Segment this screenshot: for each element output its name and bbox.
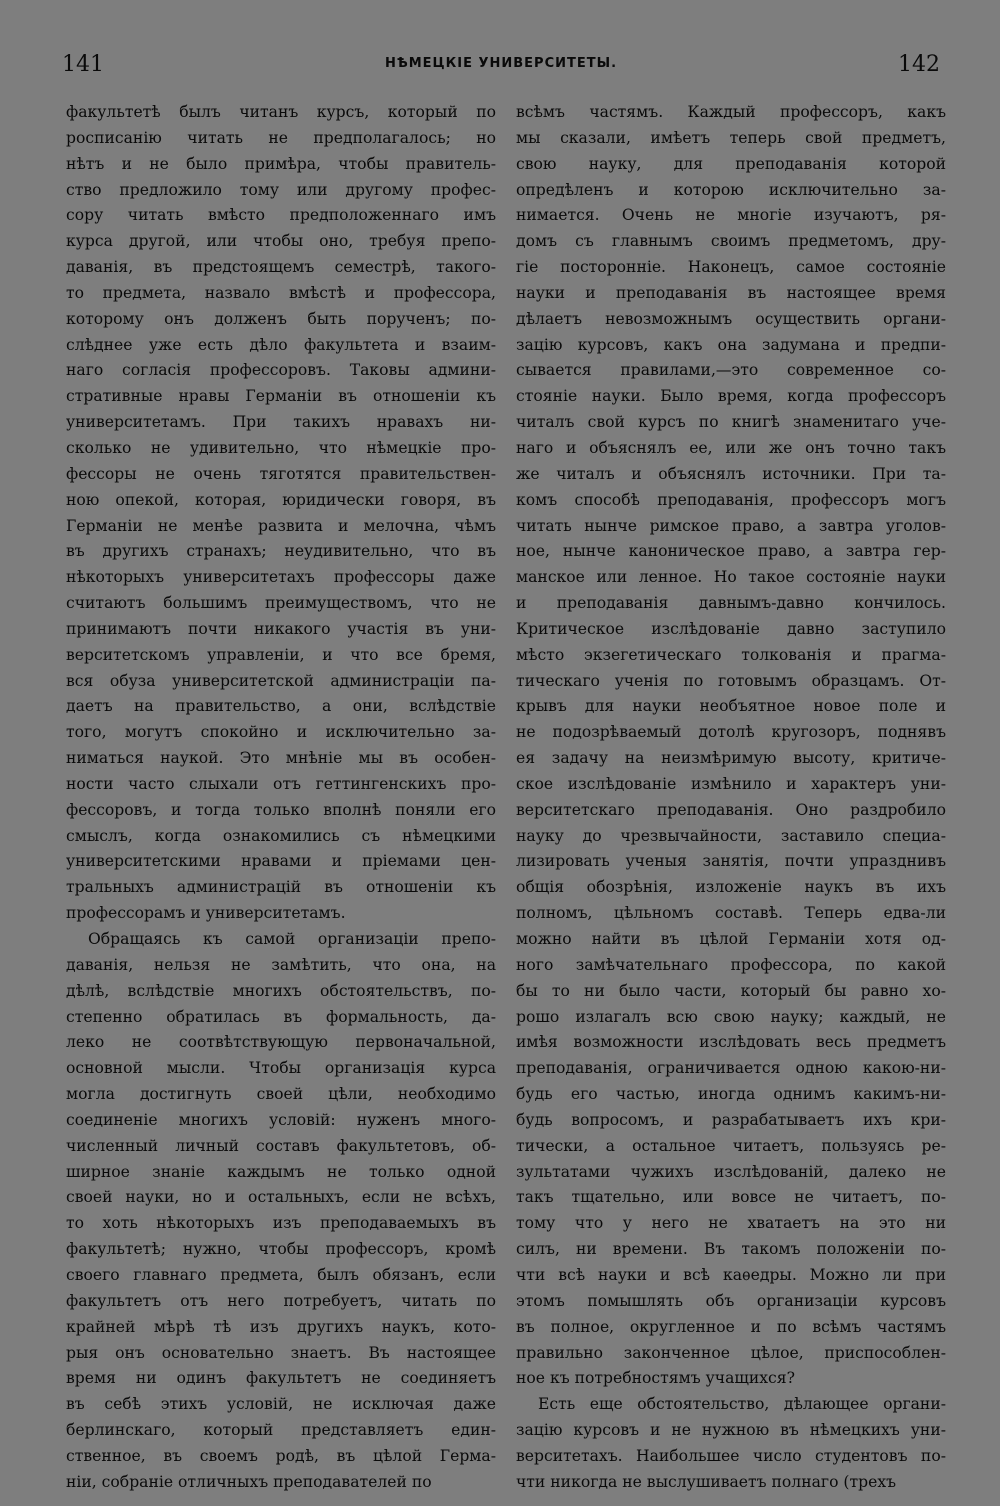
- text-line: сору читать вмѣсто предположеннаго имъ: [66, 206, 496, 225]
- text-line: факультетѣ; нужно, чтобы профессоръ, кромѣ: [66, 1240, 496, 1259]
- text-line: будь его частью, иногда однимъ какимъ-ни-: [516, 1085, 946, 1104]
- text-line: ственное, въ своемъ родѣ, въ цѣлой Герма-: [66, 1446, 496, 1465]
- text-line: степенно обратилась въ формальность, да-: [66, 1007, 496, 1026]
- text-line: то предмета, назвало вмѣстѣ и профессора,: [66, 283, 496, 302]
- text-line: Есть еще обстоятельство, дѣлающее органи-: [538, 1395, 946, 1414]
- page-number-right: 142: [898, 52, 940, 77]
- text-line: ея задачу на неизмѣримую высоту, критиче-: [516, 749, 946, 768]
- text-line: ною опекой, которая, юридически говоря, въ: [66, 490, 496, 509]
- text-line: ное, нынче каноническое право, а завтра гер-: [516, 542, 946, 561]
- running-title: НѢМЕЦКІЕ УНИВЕРСИТЕТЫ.: [384, 56, 618, 71]
- text-line: чти никогда не выслушиваетъ полнаго (трехъ: [516, 1472, 897, 1491]
- text-line: Критическое изслѣдованіе давно заступило: [516, 619, 946, 638]
- text-line: соединеніе многихъ условій: нуженъ много-: [66, 1110, 496, 1129]
- text-line: фессоры не очень тяготятся правительствен-: [66, 464, 496, 483]
- text-line: Германіи не менѣе развита и мелочна, чѣмъ: [66, 516, 496, 535]
- text-line: то хоть нѣкоторыхъ изъ преподаваемыхъ въ: [66, 1214, 496, 1233]
- text-line: силъ, ни времени. Въ такомъ положеніи по-: [516, 1240, 946, 1259]
- text-line: основной мысли. Чтобы организація курса: [66, 1059, 496, 1078]
- text-line: полномъ, цѣльномъ составѣ. Теперь едва-ли: [516, 904, 946, 923]
- text-line: вся обуза университетской администраціи па-: [66, 671, 496, 690]
- text-line: науки и преподаванія въ настоящее время: [516, 283, 946, 302]
- text-line: зацію курсовъ и не нужною въ нѣмецкихъ уни-: [516, 1421, 946, 1440]
- text-line: даванія, въ предстоящемъ семестрѣ, такого-: [66, 258, 496, 277]
- text-line: бы то ни было части, который бы равно хо-: [516, 981, 946, 1000]
- text-line: даванія, нельзя не замѣтить, что она, на: [66, 955, 496, 974]
- text-line: можно найти въ цѣлой Германіи хотя од-: [516, 930, 946, 948]
- text-line: сколько не удивительно, что нѣмецкіе про-: [66, 438, 496, 457]
- text-line: преподаванія, ограничивается одною какою-ни-: [516, 1059, 946, 1078]
- text-line: слѣднее уже есть дѣло факультета и взаим-: [66, 335, 496, 354]
- text-line: зацію курсовъ, какъ она задумана и предпи-: [516, 335, 946, 354]
- text-line: принимаютъ почти никакого участія въ уни-: [66, 619, 496, 638]
- text-line: факультетъ отъ него потребуетъ, читать по: [66, 1291, 496, 1310]
- text-line: ности часто слыхали отъ геттингенскихъ про-: [66, 774, 496, 793]
- right-column: [516, 100, 946, 1496]
- text-line: дѣлаетъ невозможнымъ осуществить органи-: [516, 309, 946, 328]
- text-line: университетамъ. При такихъ нравахъ ни-: [66, 413, 496, 432]
- text-line: въ себѣ этихъ условій, не исключая даже: [66, 1395, 496, 1414]
- text-line: имѣя возможности изслѣдовать весь предметъ: [516, 1033, 946, 1052]
- text-line: правильно законченное цѣлое, приспособлен-: [516, 1343, 946, 1362]
- text-line: тральныхъ администрацій въ отношеніи къ: [66, 878, 496, 897]
- text-line: тому что у него не хватаетъ на это ни: [516, 1214, 946, 1233]
- text-line: ного замѣчательнаго профессора, по какой: [516, 955, 946, 974]
- text-line: верситетскомъ управленіи, и что все бремя,: [66, 645, 496, 664]
- text-line: численный личный составъ факультетовъ, об-: [66, 1136, 496, 1155]
- text-line: чти всѣ науки и всѣ каѳедры. Можно ли при: [516, 1265, 946, 1284]
- text-line: всѣмъ частямъ. Каждый профессоръ, какъ: [516, 103, 946, 121]
- text-line: стративные нравы Германіи въ отношеніи къ: [66, 387, 496, 406]
- text-line: своей науки, но и остальныхъ, если не всѣхъ,: [66, 1188, 496, 1207]
- text-line: того, могутъ спокойно и исключительно за-: [66, 723, 496, 742]
- text-line: леко не соотвѣтствующую первоначальной,: [66, 1033, 496, 1052]
- text-line: общія обозрѣнія, изложеніе наукъ въ ихъ: [516, 878, 946, 897]
- text-line: считаютъ большимъ преимуществомъ, что не: [66, 594, 496, 613]
- text-line: могла достигнуть своей цѣли, необходимо: [66, 1085, 496, 1104]
- text-line: читать нынче римское право, а завтра уголов-: [516, 516, 946, 535]
- text-line: ніи, собраніе отличныхъ преподавателей по: [66, 1472, 432, 1491]
- text-line: нѣкоторыхъ университетахъ профессоры даже: [66, 568, 496, 587]
- text-line: въ полное, округленное и по всѣмъ частямъ: [516, 1317, 946, 1336]
- text-line: нимается. Очень не многіе изучаютъ, ря-: [516, 206, 946, 225]
- text-line: такъ тщательно, или вовсе не читаетъ, по-: [516, 1188, 946, 1207]
- text-line: наго и объяснялъ ее, или же онъ точно такъ: [516, 438, 946, 457]
- text-line: будь вопросомъ, и разрабатываетъ ихъ кри-: [516, 1110, 946, 1129]
- text-line: манское или ленное. Но такое состояніе науки: [516, 568, 946, 587]
- text-line: зультатами чужихъ изслѣдованій, далеко не: [516, 1162, 946, 1181]
- text-line: лизировать ученыя занятія, почти упразднивъ: [516, 852, 946, 871]
- text-line: нѣтъ и не было примѣра, чтобы правитель-: [66, 154, 496, 173]
- text-line: стояніе науки. Было время, когда профессоръ: [516, 387, 946, 406]
- text-line: въ другихъ странахъ; неудивительно, что въ: [66, 542, 496, 561]
- text-line: же читалъ и объяснялъ источники. При та-: [516, 464, 946, 483]
- text-line: рыя онъ основательно знаетъ. Въ настоящее: [66, 1343, 496, 1362]
- text-line: смыслъ, когда ознакомились съ нѣмецкими: [66, 826, 496, 845]
- text-line: этомъ помышлять объ организаціи курсовъ: [516, 1291, 946, 1310]
- text-line: университетскими нравами и пріемами цен-: [66, 852, 496, 871]
- text-line: ширное знаніе каждымъ не только одной: [66, 1162, 496, 1181]
- text-line: крывъ для науки необъятное новое поле и: [516, 697, 946, 716]
- text-line: и преподаванія давнымъ-давно кончилось.: [516, 594, 946, 613]
- text-line: мы сказали, имѣетъ теперь свой предметъ,: [516, 128, 946, 147]
- text-line: рошо излагалъ всю свою науку; каждый, не: [516, 1007, 946, 1026]
- text-line: Обращаясь къ самой организаціи препо-: [88, 930, 496, 948]
- text-line: комъ способѣ преподаванія, профессоръ могъ: [516, 490, 946, 509]
- text-line: своего главнаго предмета, былъ обязанъ, если: [66, 1265, 496, 1284]
- text-line: тическаго ученія по готовымъ образцамъ. От-: [516, 671, 946, 690]
- text-line: берлинскаго, который представляетъ един-: [66, 1421, 496, 1440]
- text-line: свою науку, для преподаванія которой: [516, 154, 946, 173]
- text-line: гіе посторонніе. Наконецъ, самое состояніе: [516, 258, 946, 277]
- text-line: ниматься наукой. Это мнѣніе мы въ особен-: [66, 749, 496, 768]
- text-line: ское изслѣдованіе измѣнило и характеръ уни-: [516, 774, 946, 793]
- text-line: которому онъ долженъ быть порученъ; по-: [66, 309, 496, 328]
- text-line: ство предложило тому или другому профес-: [66, 180, 496, 199]
- text-line: верситетскаго преподаванія. Оно раздробило: [516, 800, 946, 819]
- left-column: [66, 100, 496, 1496]
- text-line: ное къ потребностямъ учащихся?: [516, 1369, 795, 1388]
- text-line: росписанію читать не предполагалось; но: [66, 128, 496, 147]
- text-line: курса другой, или чтобы оно, требуя препо-: [66, 232, 496, 251]
- text-line: факультетѣ былъ читанъ курсъ, который по: [66, 103, 496, 121]
- text-line: наго согласія профессоровъ. Таковы админи-: [66, 361, 496, 380]
- text-line: опредѣленъ и которою исключительно за-: [516, 180, 946, 199]
- text-line: не подозрѣваемый дотолѣ кругозоръ, поднявъ: [516, 723, 946, 742]
- text-line: дѣлѣ, вслѣдствіе многихъ обстоятельствъ, по-: [66, 981, 496, 1000]
- text-line: читалъ свой курсъ по книгѣ знаменитаго уче-: [516, 413, 946, 432]
- text-line: мѣсто экзегетическаго толкованія и прагма-: [516, 645, 946, 664]
- text-line: домъ съ главнымъ своимъ предметомъ, дру-: [516, 232, 946, 251]
- text-line: время ни одинъ факультетъ не соединяетъ: [66, 1369, 496, 1388]
- page-header: [62, 50, 940, 84]
- text-line: науку до чрезвычайности, заставило специа-: [516, 826, 946, 845]
- text-line: даетъ на правительство, а они, вслѣдствіе: [66, 697, 496, 716]
- text-line: профессорамъ и университетамъ.: [66, 904, 346, 923]
- text-line: фессоровъ, и тогда только вполнѣ поняли его: [66, 800, 496, 819]
- text-line: тически, а остальное читаетъ, пользуясь ре-: [516, 1136, 946, 1155]
- text-line: сывается правилами,—это современное со-: [516, 361, 946, 380]
- text-line: верситетахъ. Наибольшее число студентовъ по-: [516, 1446, 946, 1465]
- text-line: крайней мѣрѣ тѣ изъ другихъ наукъ, кото-: [66, 1317, 496, 1336]
- page-number-left: 141: [62, 52, 104, 77]
